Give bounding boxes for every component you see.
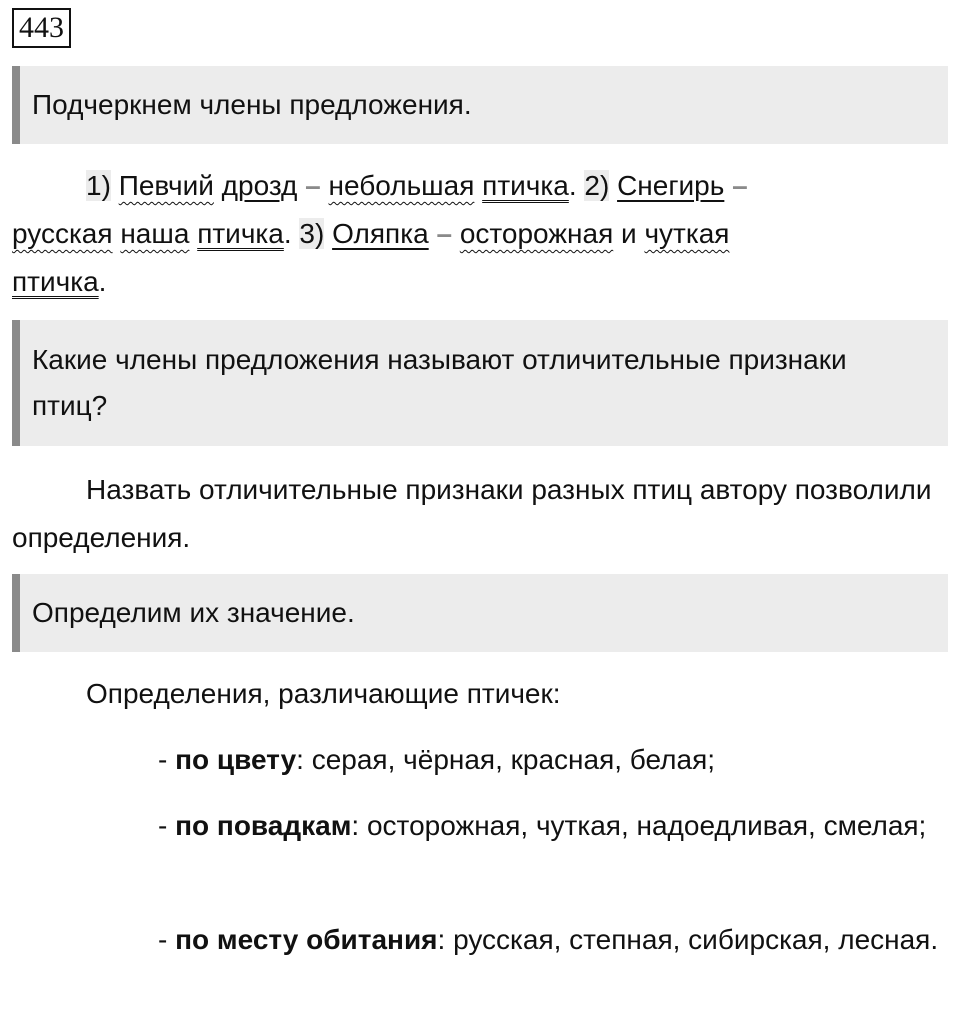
question-text: Какие члены предложения называют отличительные признаки птиц?: [32, 344, 847, 421]
s2-attribute-1: русская: [12, 218, 113, 249]
sentence-2-number: 2): [584, 170, 610, 201]
group-habits: [86, 802, 948, 850]
sentences-line-1: [86, 162, 748, 210]
sentences-line-3: [12, 258, 106, 306]
task-heading-text: Подчеркнем члены предложения.: [32, 89, 472, 120]
sentence-1-number: 1): [86, 170, 111, 201]
group-color: [86, 736, 948, 784]
sentence-3-number: 3): [299, 218, 325, 249]
group-habits-dash: -: [158, 810, 168, 841]
s2-period: .: [283, 218, 292, 249]
s1-dash: –: [305, 170, 321, 201]
s3-predicate: птичка: [12, 266, 99, 297]
s3-dash: –: [436, 218, 453, 249]
s2-predicate: птичка: [197, 218, 284, 249]
group-color-label: по цвету: [175, 744, 297, 775]
exercise-number: 443: [12, 8, 71, 48]
s2-subject: Снегирь: [617, 170, 725, 201]
group-habitat-items: : русская, степная, сибирская, лесная.: [437, 924, 939, 955]
group-color-dash: -: [158, 744, 168, 775]
s1-subject: дрозд: [221, 170, 298, 201]
s3-period: .: [98, 266, 107, 297]
group-habitat-label: по месту обитания: [175, 924, 438, 955]
meaning-heading: [12, 574, 948, 652]
s2-dash: –: [732, 170, 748, 201]
s3-attribute-1: осторожная: [459, 218, 614, 249]
s1-attribute-2: небольшая: [328, 170, 475, 201]
s3-subject: Оляпка: [332, 218, 429, 249]
group-habitat-dash: -: [158, 924, 168, 955]
s3-attribute-2: чуткая: [644, 218, 730, 249]
question-heading: [12, 320, 948, 446]
s1-attribute-1: Певчий: [118, 170, 214, 201]
meaning-heading-text: Определим их значение.: [32, 597, 355, 628]
group-color-items: : серая, чёрная, красная, белая;: [296, 744, 716, 775]
s3-conjunction: и: [621, 218, 637, 249]
group-habitat: [86, 916, 948, 964]
s1-predicate: птичка: [482, 170, 569, 201]
s1-period: .: [568, 170, 577, 201]
definitions-intro: Определения, различающие птичек:: [86, 678, 561, 709]
s2-attribute-2: наша: [120, 218, 190, 249]
group-habits-items: : осторожная, чуткая, надоедливая, смелая;: [351, 810, 927, 841]
task-heading-underline: [12, 66, 948, 144]
sentences-line-2: [12, 210, 729, 258]
answer-paragraph: Назвать отличительные признаки разных птиц автору позволили определения.: [12, 474, 932, 553]
group-habits-label: по повадкам: [175, 810, 352, 841]
